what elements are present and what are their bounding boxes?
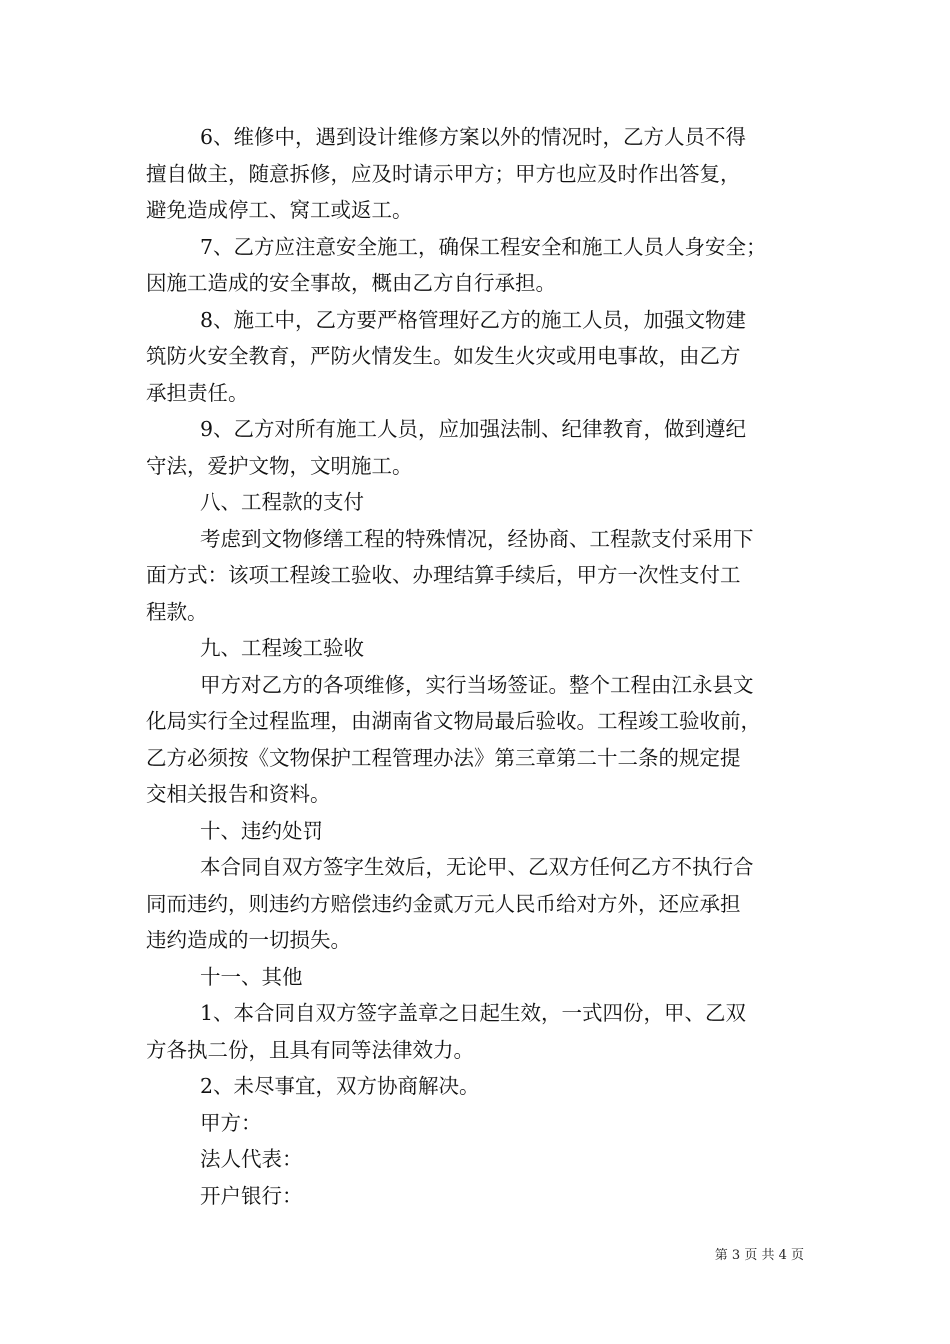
text-line: 甲方对乙方的各项维修，实行当场签证。整个工程由江永县文 <box>200 672 754 697</box>
text-line: 同而违约，则违约方赔偿违约金贰万元人民币给对方外，还应承担 <box>146 891 741 916</box>
text-line: 开户银行： <box>200 1183 303 1208</box>
text-line: 筑防火安全教育，严防火情发生。如发生火灾或用电事故，由乙方 <box>146 344 741 368</box>
text-line: 6、维修中，遇到设计维修方案以外的情况时，乙方人员不得 <box>200 125 747 149</box>
text-line: 甲方： <box>200 1110 262 1135</box>
text-line: 十、违约处罚 <box>200 818 323 843</box>
text-line: 交相关报告和资料。 <box>146 782 331 806</box>
text-line: 化局实行全过程监理，由湖南省文物局最后验收。工程竣工验收前， <box>146 709 761 733</box>
text-line: 因施工造成的安全事故，概由乙方自行承担。 <box>146 271 556 295</box>
text-line: 九、工程竣工验收 <box>200 636 364 660</box>
text-line: 乙方必须按《文物保护工程管理办法》第三章第二十二条的规定提 <box>146 745 741 770</box>
text-line: 8、施工中，乙方要严格管理好乙方的施工人员，加强文物建 <box>200 307 747 332</box>
text-line: 违约造成的一切损失。 <box>146 928 351 952</box>
text-line: 守法，爱护文物，文明施工。 <box>146 453 413 478</box>
text-line: 擅自做主，随意拆修，应及时请示甲方；甲方也应及时作出答复， <box>146 161 741 186</box>
text-line: 法人代表： <box>200 1147 303 1171</box>
text-line: 八、工程款的支付 <box>200 490 364 514</box>
text-line: 7、乙方应注意安全施工，确保工程安全和施工人员人身安全； <box>200 234 767 259</box>
text-line: 避免造成停工、窝工或返工。 <box>146 198 413 222</box>
text-line: 程款。 <box>146 599 208 624</box>
page-number-footer: 第 3 页 共 4 页 <box>714 1248 804 1263</box>
text-line: 1、本合同自双方签字盖章之日起生效，一式四份，甲、乙双 <box>200 1001 747 1025</box>
text-line: 十一、其他 <box>200 964 303 989</box>
contract-body <box>146 119 811 1214</box>
text-line: 考虑到文物修缮工程的特殊情况，经协商、工程款支付采用下 <box>200 526 754 551</box>
text-line: 本合同自双方签字生效后，无论甲、乙双方任何乙方不执行合 <box>200 855 754 879</box>
text-line: 面方式：该项工程竣工验收、办理结算手续后，甲方一次性支付工 <box>146 563 741 587</box>
text-line: 9、乙方对所有施工人员，应加强法制、纪律教育，做到遵纪 <box>200 417 747 441</box>
text-line: 2、未尽事宜，双方协商解决。 <box>200 1074 480 1098</box>
text-line: 方各执二份，且具有同等法律效力。 <box>146 1037 474 1062</box>
text-line: 承担责任。 <box>146 380 249 405</box>
